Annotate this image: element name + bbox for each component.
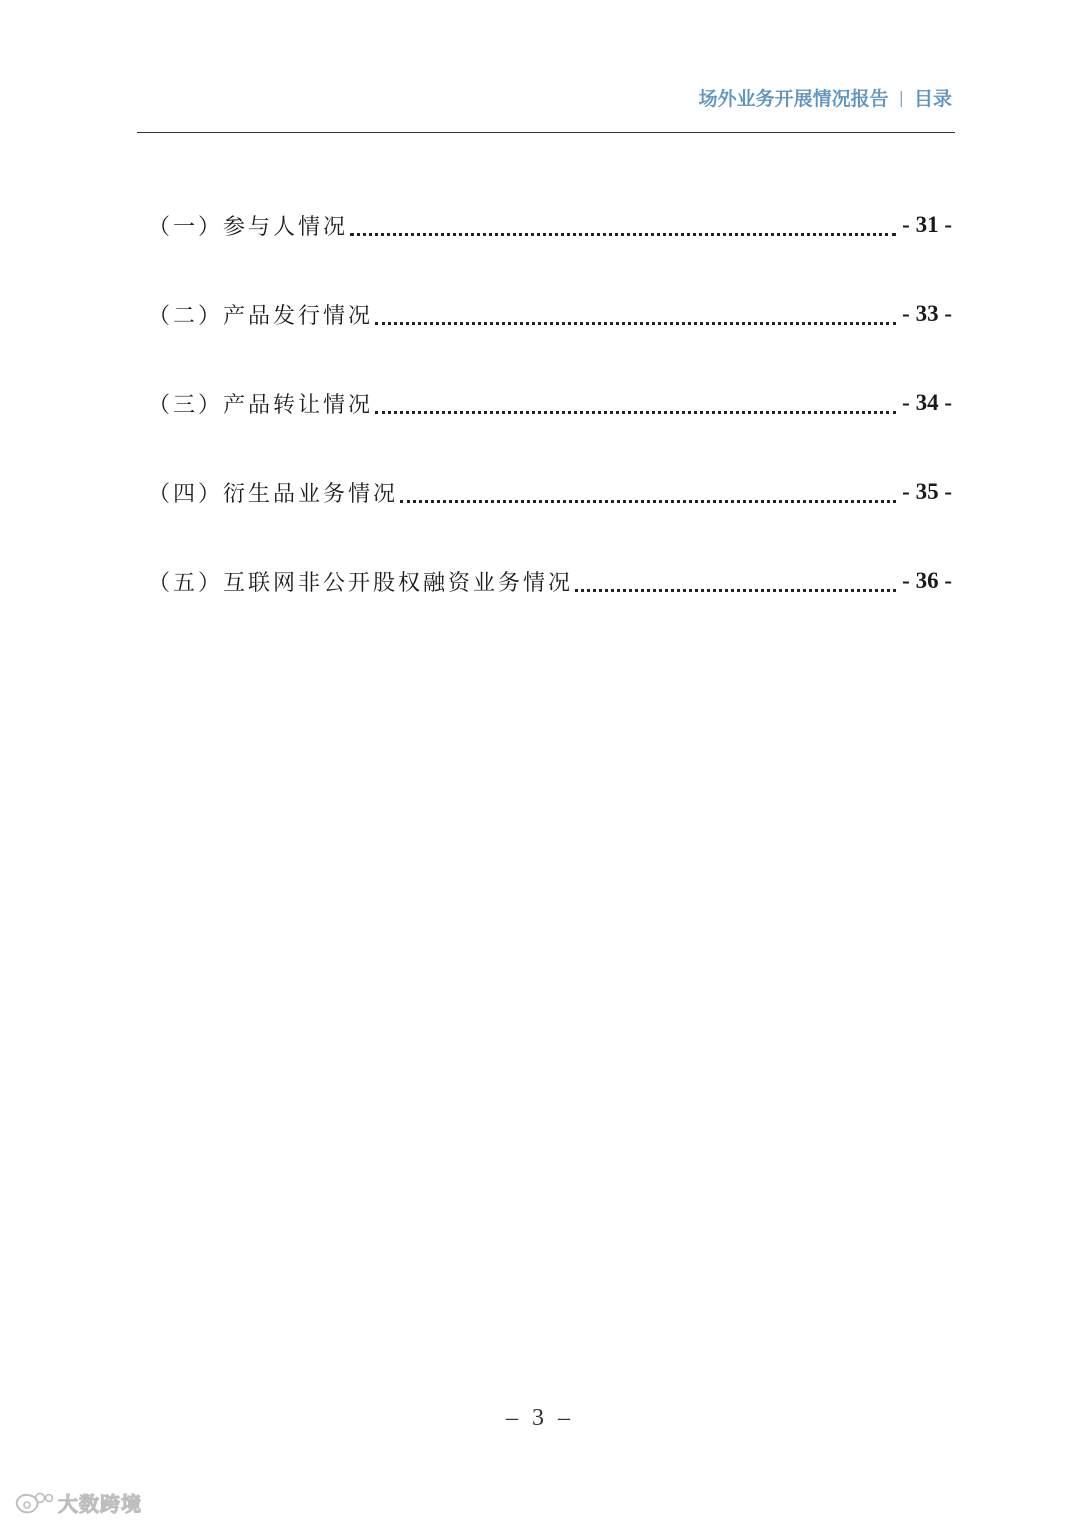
watermark-text: 大数跨境: [58, 1492, 142, 1516]
toc-entry-page: - 36 -: [902, 568, 952, 593]
toc-entry-label: （四）衍生品业务情况: [148, 481, 399, 507]
watermark: [10, 1488, 142, 1517]
toc-entry[interactable]: [148, 472, 952, 512]
page-number: – 3 –: [506, 1405, 574, 1431]
weibo-logo-icon: [10, 1489, 54, 1517]
toc-entry[interactable]: [148, 561, 952, 601]
toc-entry-page: - 33 -: [902, 301, 952, 326]
report-title: 场外业务开展情况报告: [698, 87, 889, 110]
toc-dot-leader: [375, 322, 896, 325]
toc-entry-label: （一）参与人情况: [148, 214, 349, 240]
toc-entry-page: - 34 -: [902, 390, 952, 415]
toc-entry-page: - 35 -: [902, 479, 952, 504]
toc-entry-label: （二）产品发行情况: [148, 303, 374, 329]
section-title: 目录: [913, 87, 952, 110]
toc-entry-page: - 31 -: [902, 212, 952, 237]
toc-entry[interactable]: [148, 294, 952, 334]
toc-dot-leader: [400, 500, 896, 503]
header-separator: |: [898, 87, 904, 107]
toc-entry-label: （三）产品转让情况: [148, 392, 374, 418]
toc-entry[interactable]: [148, 383, 952, 423]
toc-entry[interactable]: [148, 205, 952, 245]
toc-dot-leader: [575, 589, 896, 592]
toc-entry-label: （五）互联网非公开股权融资业务情况: [148, 570, 574, 596]
running-header: [699, 80, 952, 114]
toc-dot-leader: [375, 411, 896, 414]
toc-dot-leader: [350, 233, 896, 236]
header-rule: [137, 132, 955, 133]
